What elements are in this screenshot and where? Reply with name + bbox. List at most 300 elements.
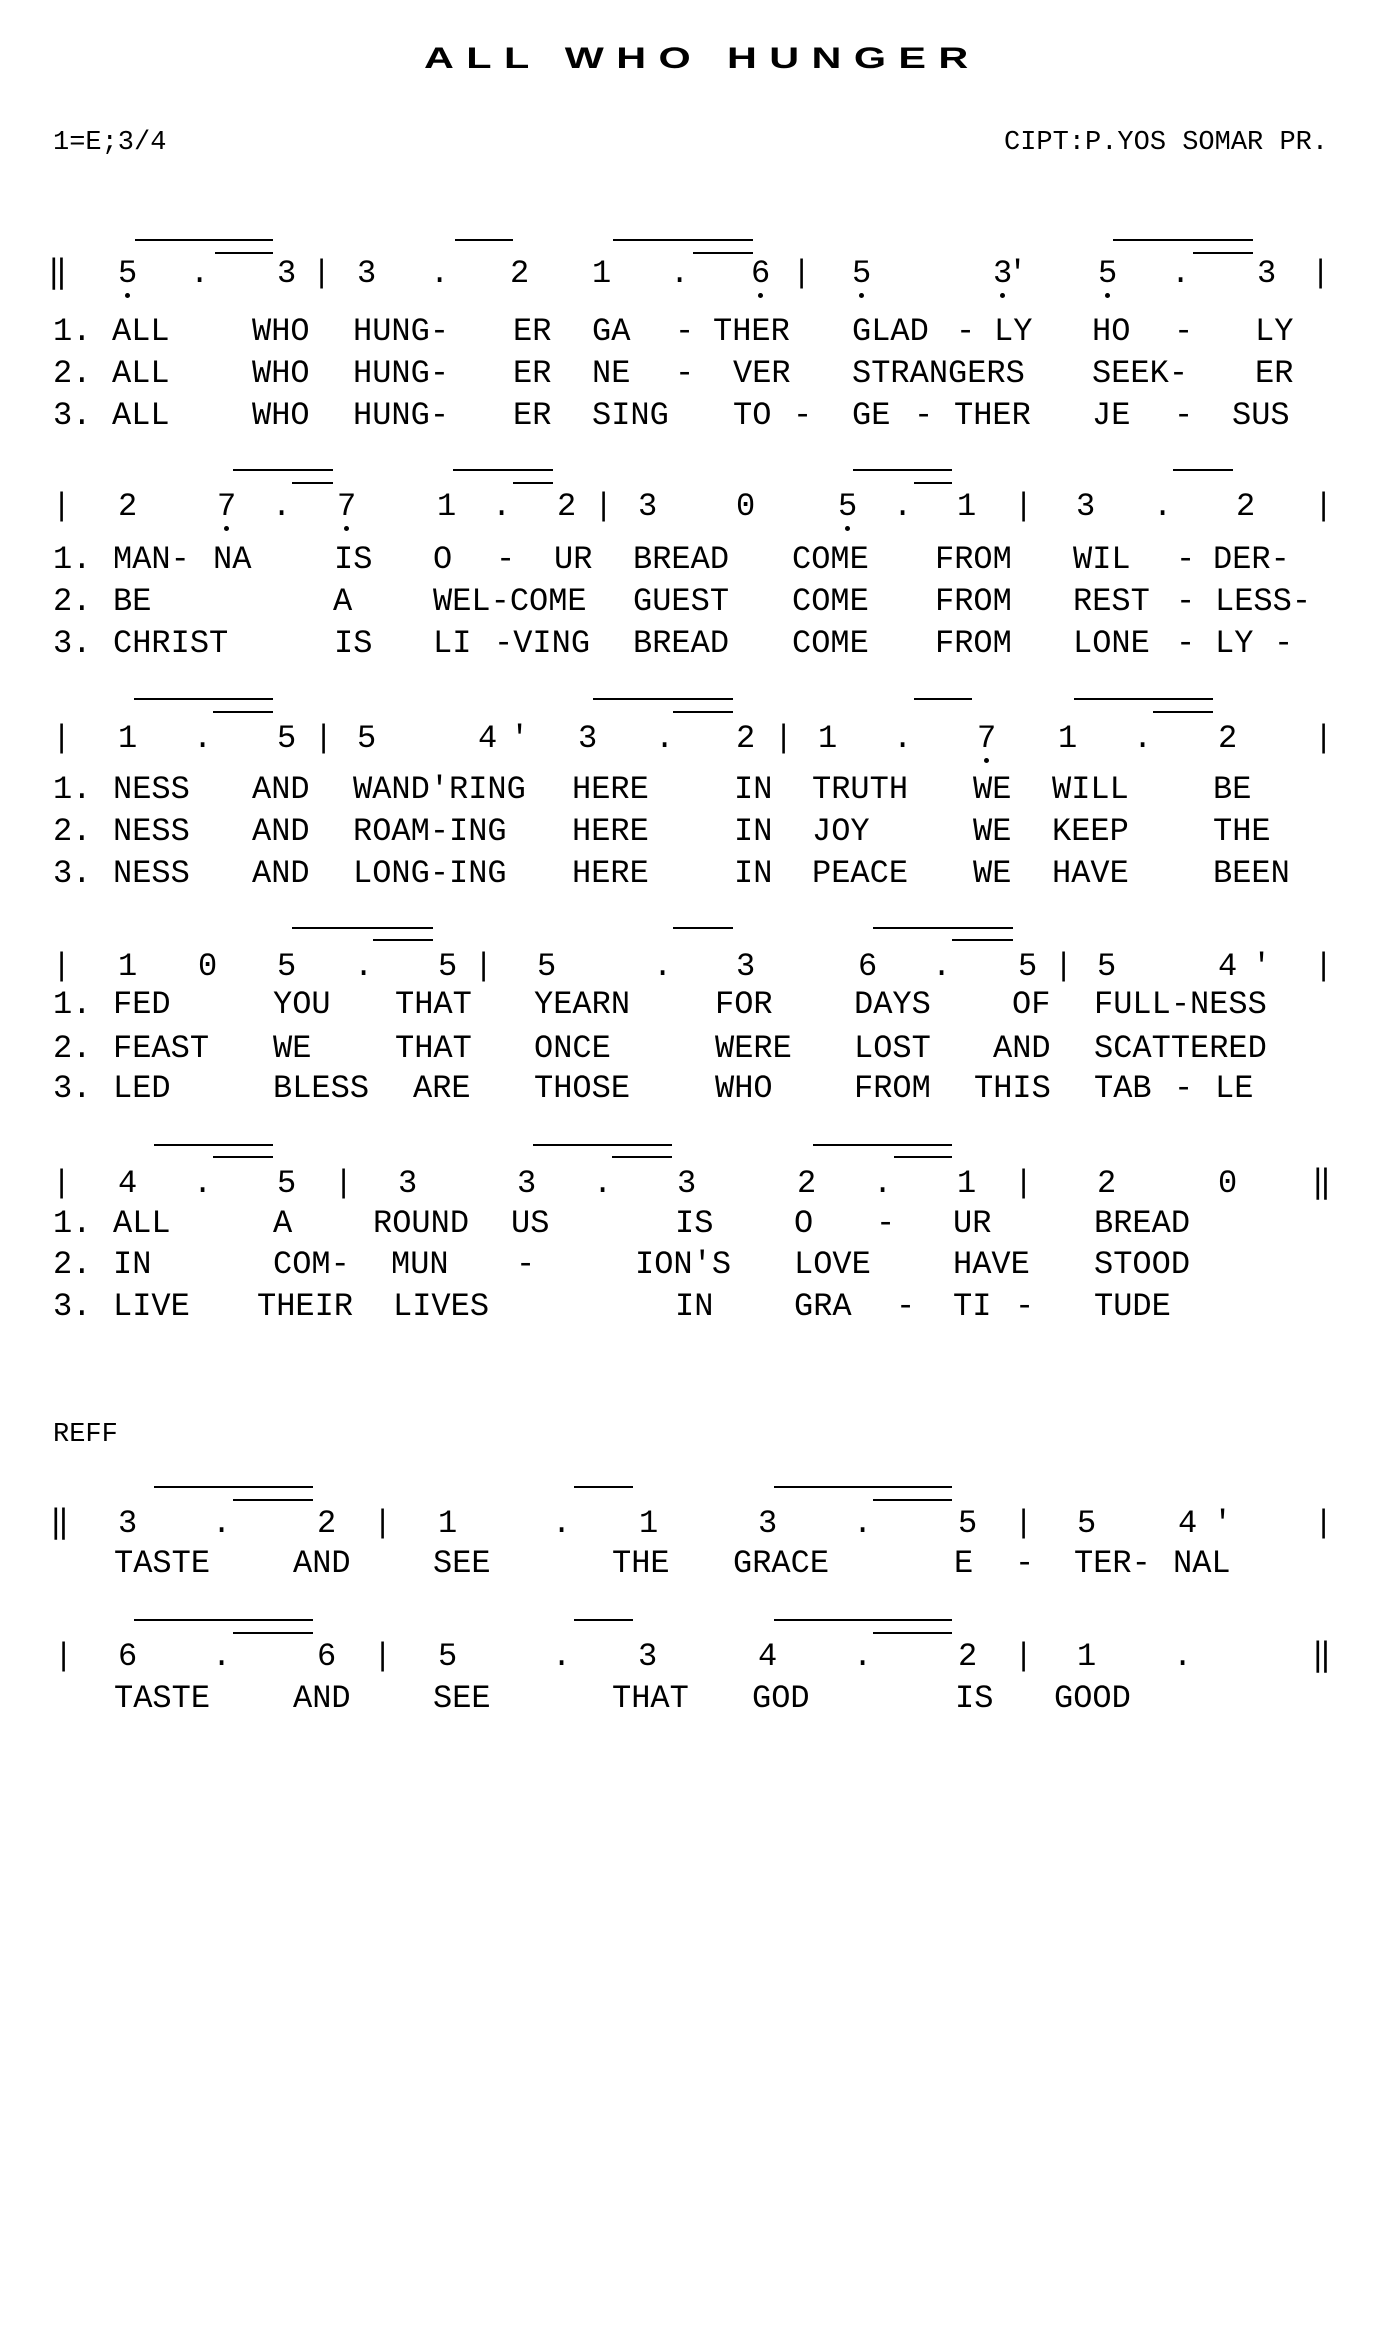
note-1: 1	[438, 1505, 458, 1542]
note-6: 6	[858, 948, 878, 985]
note-3: 3	[578, 720, 598, 757]
barline: |	[312, 255, 332, 292]
lyric-syllable: -	[793, 397, 813, 434]
verse-number: 3.	[53, 625, 92, 662]
lyric-syllable: -	[1176, 583, 1196, 620]
note-1: 1	[1058, 720, 1078, 757]
note-dot: .	[670, 255, 690, 292]
double-barline: ‖	[50, 1505, 70, 1542]
lyric-syllable: NE	[592, 355, 631, 392]
barline: |	[373, 1638, 393, 1675]
note-4: 4	[1218, 948, 1238, 985]
lyric-syllable: WIL	[1073, 541, 1131, 578]
lyric-syllable: PEACE	[812, 855, 909, 892]
lyric-syllable: -	[896, 1288, 916, 1325]
barline: |	[594, 488, 614, 525]
beam-line	[455, 239, 513, 241]
note-dot: .	[193, 1165, 213, 1202]
note-5: 5	[438, 1638, 458, 1675]
note-0: 0	[736, 488, 756, 525]
lyric-syllable: TI	[953, 1288, 992, 1325]
verse-number: 2.	[53, 583, 92, 620]
lyric-syllable: A	[273, 1205, 293, 1242]
barline: |	[52, 720, 72, 757]
note-dot: .	[1153, 488, 1173, 525]
breath-mark: '	[1252, 948, 1272, 985]
barline: |	[1014, 1638, 1034, 1675]
lyric-syllable: THE	[612, 1545, 670, 1582]
barline: |	[1014, 1505, 1034, 1542]
lyric-syllable: O	[433, 541, 453, 578]
lyric-syllable: SING	[592, 397, 669, 434]
lyric-syllable: LE	[1215, 1070, 1254, 1107]
lyric-syllable: US	[511, 1205, 550, 1242]
barline: |	[1314, 1505, 1334, 1542]
barline: |	[474, 948, 494, 985]
beam-line-double	[233, 1632, 313, 1634]
lyric-syllable: A	[333, 583, 353, 620]
lyric-syllable: THE	[1213, 813, 1271, 850]
note-5: 5	[1077, 1505, 1097, 1542]
lyric-syllable: GRA	[794, 1288, 852, 1325]
lyric-syllable: HERE	[572, 855, 649, 892]
note-3: 3	[677, 1165, 697, 1202]
note-5: 5	[277, 948, 297, 985]
lyric-syllable: MAN-	[113, 541, 190, 578]
lyric-syllable: MUN	[391, 1246, 449, 1283]
beam-line-double	[292, 482, 333, 484]
note-1: 1	[818, 720, 838, 757]
double-barline: ‖	[1312, 1638, 1332, 1675]
lyric-syllable: COME	[792, 541, 869, 578]
lyric-syllable: WHO	[252, 397, 310, 434]
note-7-low-octave: 7	[217, 488, 237, 525]
lyric-syllable: LY	[1215, 625, 1254, 662]
song-title: ALL WHO HUNGER	[424, 42, 981, 75]
beam-line-double	[215, 252, 273, 254]
lyric-syllable: BREAD	[1094, 1205, 1191, 1242]
lyric-syllable: JOY	[812, 813, 870, 850]
lyric-syllable: LOVE	[794, 1246, 871, 1283]
lyric-syllable: THAT	[612, 1680, 689, 1717]
lyric-syllable: -	[675, 313, 695, 350]
lyric-syllable: NA	[213, 541, 252, 578]
lyric-syllable: GOOD	[1054, 1680, 1131, 1717]
lyric-syllable: LIVES	[393, 1288, 490, 1325]
beam-line	[593, 698, 733, 700]
beam-line	[154, 1486, 313, 1488]
note-5: 5	[1097, 948, 1117, 985]
lyric-syllable: FROM	[854, 1070, 931, 1107]
note-5: 5	[1018, 948, 1038, 985]
lyric-syllable: ALL	[112, 313, 170, 350]
note-3: 3	[398, 1165, 418, 1202]
lyric-syllable: -	[675, 355, 695, 392]
beam-line	[292, 927, 433, 929]
key-signature: 1=E;3/4	[53, 128, 167, 158]
refrain-label: REFF	[53, 1420, 118, 1450]
lyric-syllable: NESS	[113, 855, 190, 892]
breath-mark: '	[1008, 255, 1028, 292]
lyric-syllable: UR	[554, 541, 593, 578]
lyric-syllable: AND	[252, 855, 310, 892]
note-1: 1	[118, 720, 138, 757]
beam-line	[673, 927, 733, 929]
beam-line-double	[1193, 252, 1253, 254]
lyric-syllable: -	[516, 1246, 536, 1283]
lyric-syllable: BEEN	[1213, 855, 1290, 892]
beam-line	[774, 1619, 952, 1621]
verse-number: 3.	[53, 1288, 92, 1325]
lyric-syllable: IN	[734, 813, 773, 850]
verse-number: 2.	[53, 1246, 92, 1283]
lyric-syllable: TRUTH	[812, 771, 909, 808]
beam-line	[574, 1619, 633, 1621]
lyric-syllable: AND	[252, 813, 310, 850]
lyric-syllable: HUNG-	[353, 397, 450, 434]
lyric-syllable: LED	[113, 1070, 171, 1107]
note-3: 3	[357, 255, 377, 292]
note-dot: .	[430, 255, 450, 292]
note-3: 3	[638, 1638, 658, 1675]
beam-line	[1074, 698, 1213, 700]
note-1: 1	[957, 1165, 977, 1202]
lyric-syllable: LONE	[1073, 625, 1150, 662]
barline: |	[52, 488, 72, 525]
lyric-syllable: TER-	[1074, 1545, 1151, 1582]
verse-number: 3.	[53, 1070, 92, 1107]
beam-line	[1113, 239, 1253, 241]
beam-line-double	[894, 1156, 952, 1158]
note-2: 2	[1236, 488, 1256, 525]
note-0: 0	[198, 948, 218, 985]
lyric-syllable: AND	[252, 771, 310, 808]
note-5-low-octave: 5	[838, 488, 858, 525]
note-5-low-octave: 5	[1098, 255, 1118, 292]
lyric-syllable: NESS	[113, 771, 190, 808]
note-3: 3	[736, 948, 756, 985]
beam-line	[914, 698, 972, 700]
lyric-syllable: TASTE	[114, 1680, 211, 1717]
note-dot: .	[655, 720, 675, 757]
beam-line	[574, 1486, 633, 1488]
barline: |	[1311, 255, 1331, 292]
beam-line-double	[513, 482, 553, 484]
lyric-syllable: WILL	[1052, 771, 1129, 808]
verse-number: 2.	[53, 813, 92, 850]
note-4: 4	[758, 1638, 778, 1675]
note-dot: .	[354, 948, 374, 985]
lyric-syllable: CHRIST	[113, 625, 229, 662]
note-3: 3	[638, 488, 658, 525]
verse-number: 1.	[53, 771, 92, 808]
lyric-syllable: FULL-NESS	[1094, 986, 1267, 1023]
barline: |	[1014, 1165, 1034, 1202]
lyric-syllable: WE	[973, 855, 1012, 892]
barline: |	[314, 720, 334, 757]
lyric-syllable: -	[1015, 1288, 1035, 1325]
barline: |	[52, 1165, 72, 1202]
note-2: 2	[1097, 1165, 1117, 1202]
beam-line	[134, 698, 273, 700]
lyric-syllable: YEARN	[534, 986, 631, 1023]
note-1: 1	[639, 1505, 659, 1542]
lyric-syllable: ER	[513, 397, 552, 434]
verse-number: 3.	[53, 397, 92, 434]
lyric-syllable: THAT	[395, 986, 472, 1023]
note-2: 2	[1218, 720, 1238, 757]
lyric-syllable: AND	[293, 1680, 351, 1717]
note-dot: .	[653, 948, 673, 985]
lyric-syllable: ER	[513, 355, 552, 392]
beam-line-double	[873, 1499, 952, 1501]
lyric-syllable: IN	[734, 855, 773, 892]
note-2: 2	[118, 488, 138, 525]
lyric-syllable: WHO	[252, 313, 310, 350]
note-3: 3	[1257, 255, 1277, 292]
note-dot: .	[1173, 1638, 1193, 1675]
lyric-syllable: HUNG-	[353, 313, 450, 350]
lyric-syllable: ALL	[113, 1205, 171, 1242]
lyric-syllable: HAVE	[1052, 855, 1129, 892]
lyric-syllable: FROM	[935, 625, 1012, 662]
lyric-syllable: HUNG-	[353, 355, 450, 392]
lyric-syllable: TUDE	[1094, 1288, 1171, 1325]
lyric-syllable: ION'S	[635, 1246, 732, 1283]
verse-number: 1.	[53, 541, 92, 578]
lyric-syllable: WE	[973, 771, 1012, 808]
lyric-syllable: FED	[113, 986, 171, 1023]
verse-number: 1.	[53, 1205, 92, 1242]
beam-line	[853, 469, 952, 471]
lyric-syllable: IN	[113, 1246, 152, 1283]
note-5-low-octave: 5	[852, 255, 872, 292]
lyric-syllable: BREAD	[633, 541, 730, 578]
beam-line	[613, 239, 753, 241]
lyric-syllable: AND	[293, 1545, 351, 1582]
lyric-syllable: ALL	[112, 355, 170, 392]
barline: |	[774, 720, 794, 757]
lyric-syllable: GUEST	[633, 583, 730, 620]
lyric-syllable: WERE	[715, 1030, 792, 1067]
lyric-syllable: FROM	[935, 541, 1012, 578]
lyric-syllable: -	[1176, 541, 1196, 578]
lyric-syllable: UR	[953, 1205, 992, 1242]
note-2: 2	[317, 1505, 337, 1542]
note-7-low-octave: 7	[337, 488, 357, 525]
verse-number: 1.	[53, 986, 92, 1023]
beam-line	[453, 469, 553, 471]
lyric-syllable: IS	[334, 625, 373, 662]
note-dot: .	[853, 1638, 873, 1675]
beam-line-double	[373, 939, 433, 941]
beam-line-double	[873, 1632, 952, 1634]
lyric-syllable: LONG-ING	[353, 855, 507, 892]
note-5-low-octave: 5	[118, 255, 138, 292]
lyric-syllable: WHO	[715, 1070, 773, 1107]
lyric-syllable: COME	[792, 583, 869, 620]
barline: |	[1314, 488, 1334, 525]
barline: |	[334, 1165, 354, 1202]
note-0: 0	[1218, 1165, 1238, 1202]
lyric-syllable: YOU	[273, 986, 331, 1023]
note-3: 3	[517, 1165, 537, 1202]
note-dot: .	[1171, 255, 1191, 292]
note-dot: .	[492, 488, 512, 525]
lyric-syllable: HERE	[572, 813, 649, 850]
lyric-syllable: IS	[334, 541, 373, 578]
note-3-low-octave: 3	[993, 255, 1013, 292]
lyric-syllable: LIVE	[113, 1288, 190, 1325]
note-4: 4	[118, 1165, 138, 1202]
lyric-syllable: THER	[713, 313, 790, 350]
verse-number: 3.	[53, 855, 92, 892]
lyric-syllable: SEE	[433, 1680, 491, 1717]
note-dot: .	[190, 255, 210, 292]
lyric-syllable: FOR	[715, 986, 773, 1023]
note-4: 4	[1178, 1505, 1198, 1542]
note-5: 5	[438, 948, 458, 985]
lyric-syllable: OF	[1012, 986, 1051, 1023]
lyric-syllable: NESS	[113, 813, 190, 850]
beam-line-double	[952, 939, 1013, 941]
barline: |	[792, 255, 812, 292]
lyric-syllable: JE	[1092, 397, 1131, 434]
verse-number: 1.	[53, 313, 92, 350]
note-5: 5	[277, 1165, 297, 1202]
lyric-syllable: -	[1176, 625, 1196, 662]
lyric-syllable: GOD	[752, 1680, 810, 1717]
beam-line	[533, 1144, 672, 1146]
lyric-syllable: LOST	[854, 1030, 931, 1067]
note-5: 5	[357, 720, 377, 757]
verse-number: 2.	[53, 355, 92, 392]
lyric-syllable: IN	[675, 1288, 714, 1325]
note-dot: .	[893, 720, 913, 757]
note-6: 6	[317, 1638, 337, 1675]
lyric-syllable: ALL	[112, 397, 170, 434]
note-dot: .	[212, 1505, 232, 1542]
barline: |	[1314, 720, 1334, 757]
beam-line	[154, 1144, 273, 1146]
lyric-syllable: O	[794, 1205, 814, 1242]
note-dot: .	[932, 948, 952, 985]
beam-line	[774, 1486, 952, 1488]
note-dot: .	[1133, 720, 1153, 757]
lyric-syllable: LESS-	[1215, 583, 1312, 620]
note-2: 2	[557, 488, 577, 525]
beam-line-double	[213, 711, 273, 713]
lyric-syllable: ARE	[413, 1070, 471, 1107]
lyric-syllable: BE	[1213, 771, 1252, 808]
lyric-syllable: FEAST	[113, 1030, 210, 1067]
lyric-syllable: TO	[733, 397, 772, 434]
beam-line	[134, 1619, 313, 1621]
lyric-syllable: THIS	[974, 1070, 1051, 1107]
note-dot: .	[193, 720, 213, 757]
double-barline: ‖	[1312, 1165, 1332, 1202]
beam-line-double	[693, 252, 753, 254]
lyric-syllable: -	[496, 541, 516, 578]
lyric-syllable: DER-	[1213, 541, 1290, 578]
lyric-syllable: AND	[993, 1030, 1051, 1067]
lyric-syllable: GRACE	[733, 1545, 830, 1582]
lyric-syllable: WHO	[252, 355, 310, 392]
note-1: 1	[957, 488, 977, 525]
lyric-syllable: COME	[792, 625, 869, 662]
lyric-syllable: IN	[734, 771, 773, 808]
lyric-syllable: WEL-COME	[433, 583, 587, 620]
note-dot: .	[893, 488, 913, 525]
beam-line-double	[233, 1499, 313, 1501]
note-3: 3	[277, 255, 297, 292]
beam-line-double	[1153, 711, 1213, 713]
lyric-syllable: FROM	[935, 583, 1012, 620]
lyric-syllable: THER	[954, 397, 1031, 434]
beam-line	[813, 1144, 952, 1146]
lyric-syllable: GA	[592, 313, 631, 350]
note-5: 5	[277, 720, 297, 757]
lyric-syllable: STRANGERS	[852, 355, 1025, 392]
lyric-syllable: KEEP	[1052, 813, 1129, 850]
note-5: 5	[958, 1505, 978, 1542]
lyric-syllable: -	[1274, 625, 1294, 662]
lyric-syllable: ER	[1255, 355, 1294, 392]
lyric-syllable: ER	[513, 313, 552, 350]
note-6-low-octave: 6	[751, 255, 771, 292]
lyric-syllable: BLESS	[273, 1070, 370, 1107]
beam-line-double	[673, 711, 733, 713]
note-4: 4	[478, 720, 498, 757]
note-1: 1	[118, 948, 138, 985]
note-2: 2	[797, 1165, 817, 1202]
note-1: 1	[437, 488, 457, 525]
barline: |	[52, 948, 72, 985]
lyric-syllable: SEEK-	[1092, 355, 1189, 392]
note-dot: .	[552, 1505, 572, 1542]
lyric-syllable: E	[954, 1545, 974, 1582]
lyric-syllable: THAT	[395, 1030, 472, 1067]
lyric-syllable: DAYS	[854, 986, 931, 1023]
note-3: 3	[118, 1505, 138, 1542]
beam-line-double	[914, 482, 952, 484]
beam-line	[135, 239, 273, 241]
lyric-syllable: -VING	[494, 625, 591, 662]
lyric-syllable: -	[914, 397, 934, 434]
barline: |	[1314, 948, 1334, 985]
lyric-syllable: GE	[852, 397, 891, 434]
note-dot: .	[593, 1165, 613, 1202]
lyric-syllable: SCATTERED	[1094, 1030, 1267, 1067]
lyric-syllable: -	[876, 1205, 896, 1242]
lyric-syllable: THEIR	[257, 1288, 354, 1325]
note-dot: .	[873, 1165, 893, 1202]
note-dot: .	[212, 1638, 232, 1675]
note-2: 2	[510, 255, 530, 292]
lyric-syllable: LI	[433, 625, 472, 662]
lyric-syllable: -	[1174, 1070, 1194, 1107]
note-dot: .	[272, 488, 292, 525]
lyric-syllable: BE	[113, 583, 152, 620]
barline: |	[1054, 948, 1074, 985]
lyric-syllable: REST	[1073, 583, 1150, 620]
lyric-syllable: -	[1015, 1545, 1035, 1582]
lyric-syllable: THOSE	[534, 1070, 631, 1107]
lyric-syllable: -	[956, 313, 976, 350]
lyric-syllable: HO	[1092, 313, 1131, 350]
lyric-syllable: WAND'RING	[353, 771, 526, 808]
note-dot: .	[552, 1638, 572, 1675]
